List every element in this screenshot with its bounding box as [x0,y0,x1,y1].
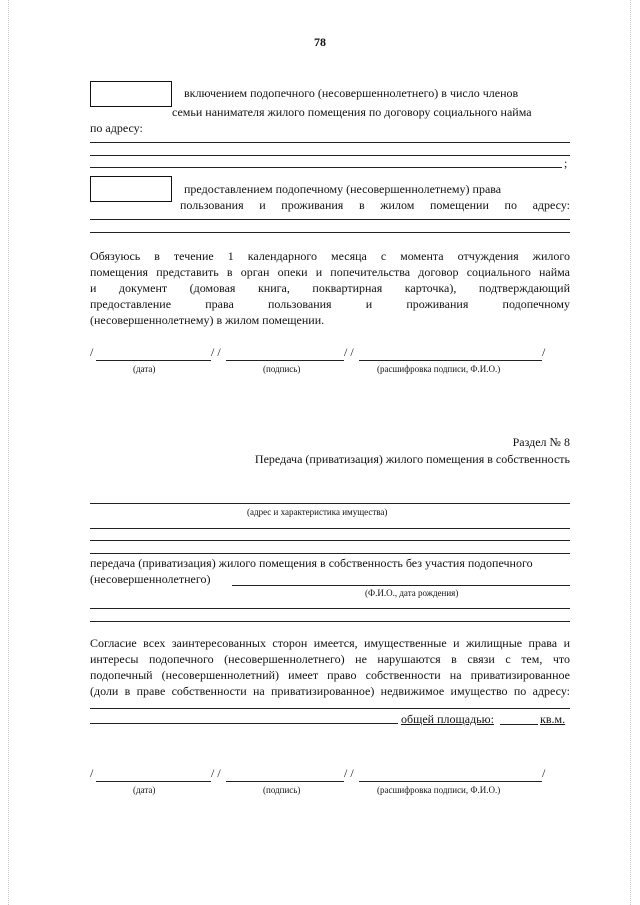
text-line[interactable] [90,608,570,609]
fio-caption: (Ф.И.О., дата рождения) [365,588,459,598]
inclusion-line-1: включением подопечного (несовершеннолетнего) в число членов [184,86,519,100]
page-number: 78 [314,35,326,49]
signature-field[interactable] [226,781,344,782]
area-unit: кв.м. [540,712,566,726]
date-field[interactable] [96,360,211,361]
address-line[interactable] [90,155,570,156]
signature-field[interactable] [226,360,344,361]
text-line[interactable] [90,621,570,622]
address-line[interactable] [90,540,570,541]
transfer-line-2: (несовершеннолетнего) [90,572,211,586]
signature-label: (подпись) [263,785,301,795]
left-scan-edge [8,0,9,905]
obligation-line-3: и документ (домовая книга, поквартирная карточка), подтверждающий [90,281,570,295]
provision-line-1: предоставлением подопечному (несовершеннолетнему) права [184,182,502,196]
obligation-line-5: (несовершеннолетнему) в жилом помещении. [90,313,325,327]
consent-line-1: Согласие всех заинтересованных сторон имеется, имущественные и жилищные права и [90,636,570,650]
fio-field[interactable] [232,585,570,586]
inclusion-line-3: по адресу: [90,121,143,135]
slash-start: / [90,766,94,780]
provision-line-2: пользования и проживания в жилом помещении по адресу: [180,198,570,212]
area-label: общей площадью: [401,712,494,726]
address-line[interactable] [90,142,570,143]
slash-separator: / / [211,766,221,780]
slash-end: / [542,766,546,780]
slash-start: / [90,345,94,359]
date-label: (дата) [133,785,156,795]
inclusion-end-mark: ; [564,156,568,170]
name-label: (расшифровка подписи, Ф.И.О.) [377,785,501,795]
obligation-line-4: предоставление права пользования и проживания подопечному [90,297,570,311]
right-scan-edge [630,0,631,905]
checkbox-inclusion[interactable] [90,81,172,107]
address-line[interactable] [90,723,398,724]
consent-line-4: (доли в праве собственности на приватизированное) недвижимое имущество по адресу: [90,684,570,698]
name-label: (расшифровка подписи, Ф.И.О.) [377,364,501,374]
slash-separator: / / [211,345,221,359]
section-title: Передача (приватизация) жилого помещения в собственность [254,452,570,466]
address-line[interactable] [90,219,570,220]
slash-separator: / / [344,766,354,780]
section-number: Раздел № 8 [512,435,570,449]
name-field[interactable] [359,781,542,782]
inclusion-line-2: семьи нанимателя жилого помещения по договору социального найма [172,105,532,119]
date-field[interactable] [96,781,211,782]
area-field[interactable] [500,724,538,725]
slash-separator: / / [344,345,354,359]
name-field[interactable] [359,360,542,361]
address-line[interactable] [90,708,570,709]
signature-label: (подпись) [263,364,301,374]
obligation-line-2: помещения представить в орган опеки и попечительства договор социального найма [90,265,570,279]
address-line[interactable] [90,167,562,168]
obligation-line-1: Обязуюсь в течение 1 календарного месяца с момента отчуждения жилого [90,249,570,263]
address-line[interactable] [90,553,570,554]
address-line[interactable] [90,503,570,504]
consent-line-3: подопечный (несовершеннолетний) имеет право собственности на приватизированное [90,668,570,682]
address-line[interactable] [90,528,570,529]
address-line[interactable] [90,232,570,233]
date-label: (дата) [133,364,156,374]
checkbox-provision[interactable] [90,176,172,202]
address-caption: (адрес и характеристика имущества) [247,507,388,517]
slash-end: / [542,345,546,359]
transfer-line-1: передача (приватизация) жилого помещения в собственность без участия подопечного [90,556,533,570]
consent-line-2: интересы подопечного (несовершеннолетнего) не нарушаются в связи с тем, что [90,652,570,666]
